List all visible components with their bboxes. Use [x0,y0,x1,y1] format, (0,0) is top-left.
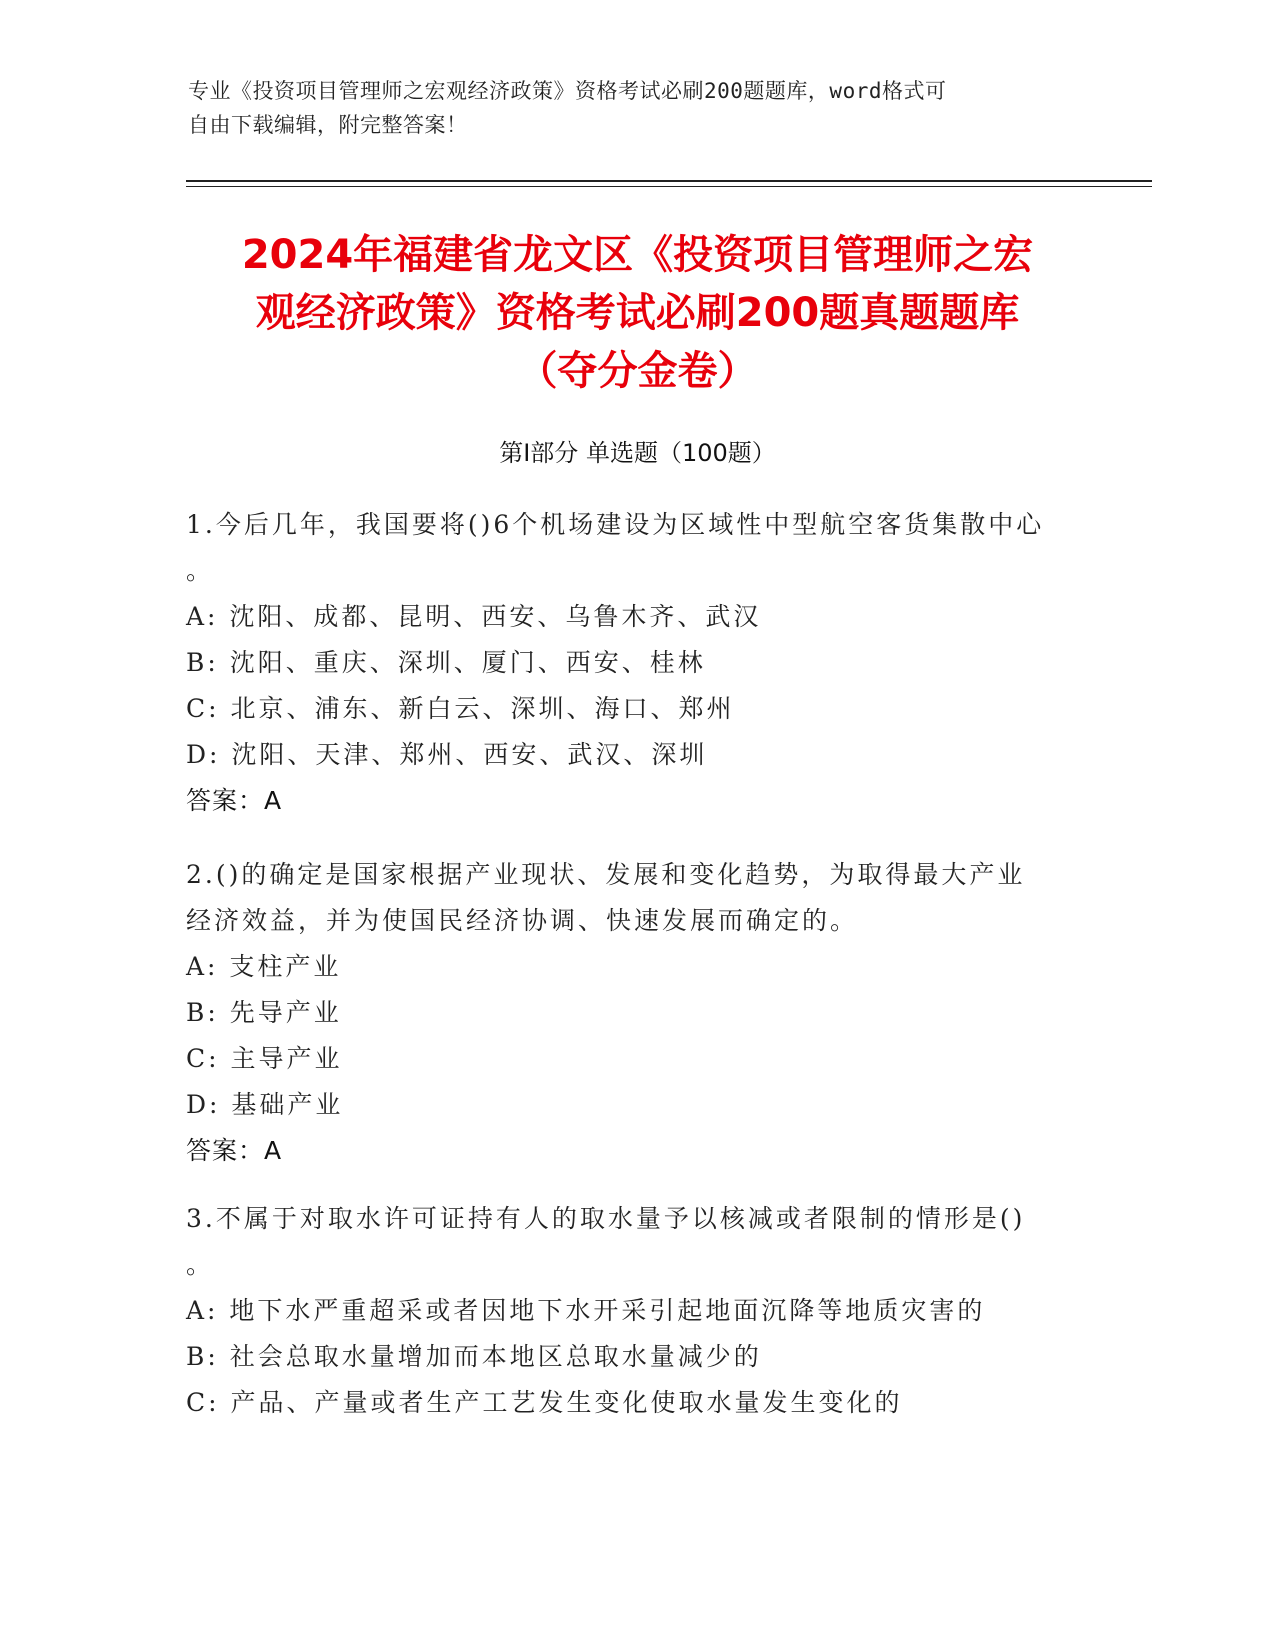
title-line: （夺分金卷） [517,348,758,394]
option-c: C: 产品、产量或者生产工艺发生变化使取水量发生变化的 [186,1388,903,1417]
option-b: B: 沈阳、重庆、深圳、厦门、西安、桂林 [186,648,706,677]
document-title [150,226,1125,400]
option-b: B: 先导产业 [186,998,342,1027]
option-a: A: 沈阳、成都、昆明、西安、乌鲁木齐、武汉 [186,602,762,631]
option-b: B: 社会总取水量增加而本地区总取水量减少的 [186,1342,762,1371]
header-note-line: 专业《投资项目管理师之宏观经济政策》资格考试必刷200题题库，word格式可 [188,79,947,103]
question-1 [186,502,1086,824]
question-2 [186,852,1086,1174]
question-stem: 。 [186,1250,215,1279]
question-stem: 。 [186,556,215,585]
option-c: C: 北京、浦东、新白云、深圳、海口、郑州 [186,694,735,723]
option-c: C: 主导产业 [186,1044,343,1073]
option-a: A: 地下水严重超采或者因地下水开采引起地面沉降等地质灾害的 [186,1296,986,1325]
question-stem: 3.不属于对取水许可证持有人的取水量予以核减或者限制的情形是() [186,1204,1026,1233]
option-d: D: 基础产业 [186,1090,344,1119]
option-a: A: 支柱产业 [186,952,342,981]
title-line: 2024年福建省龙文区《投资项目管理师之宏 [241,232,1034,278]
answer: 答案：A [186,786,283,815]
question-stem: 经济效益，并为使国民经济协调、快速发展而确定的。 [186,906,859,935]
answer: 答案：A [186,1136,283,1165]
header-divider-thick [186,180,1152,182]
section-heading: 第Ⅰ部分 单选题（100题） [499,439,776,467]
header-note-line: 自由下载编辑，附完整答案！ [188,113,468,137]
question-stem: 2.()的确定是国家根据产业现状、发展和变化趋势，为取得最大产业 [186,860,1026,889]
question-stem: 1.今后几年，我国要将()6个机场建设为区域性中型航空客货集散中心 [186,510,1045,539]
header-note [188,74,1088,142]
question-3 [186,1196,1086,1426]
title-line: 观经济政策》资格考试必刷200题真题题库 [255,290,1020,336]
header-divider-thin [186,186,1152,187]
option-d: D: 沈阳、天津、郑州、西安、武汉、深圳 [186,740,708,769]
